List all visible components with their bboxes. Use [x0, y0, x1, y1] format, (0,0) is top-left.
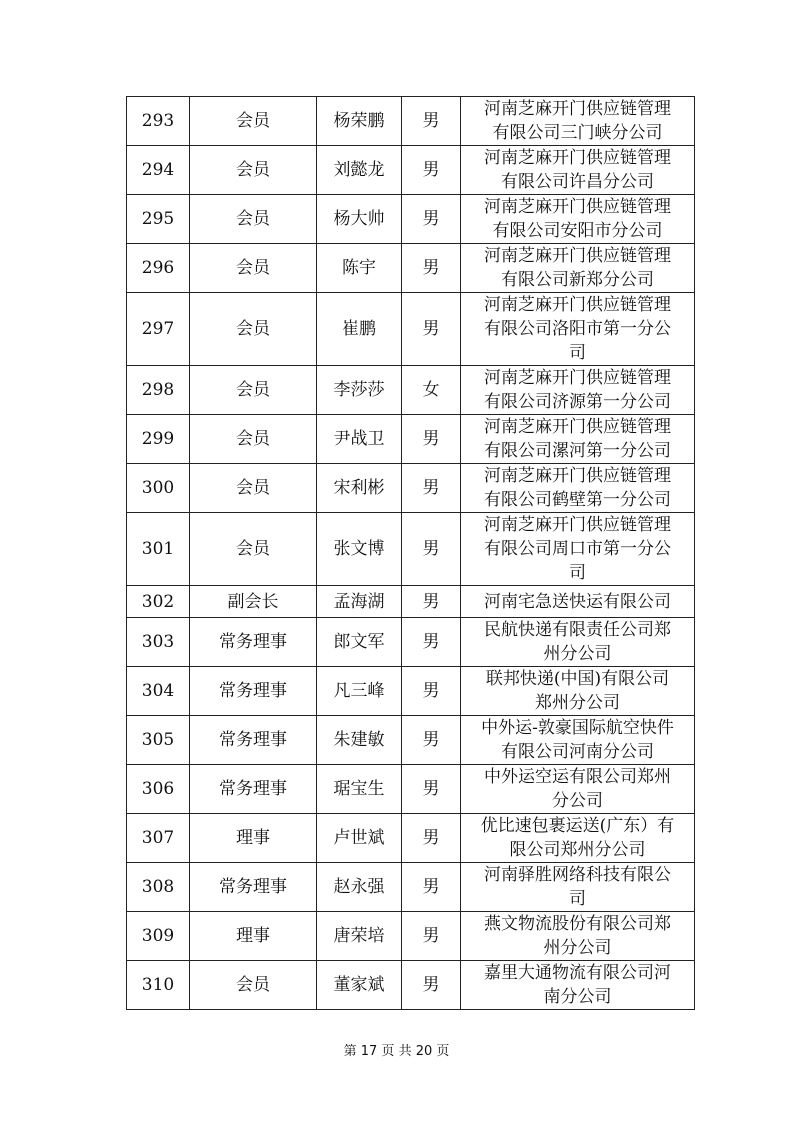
organization-line: 有限公司漯河第一分公司 [484, 441, 671, 461]
cell-number: 303 [127, 618, 190, 667]
cell-number: 302 [127, 586, 190, 618]
organization-line: 河南芝麻开门供应链管理 [484, 466, 671, 486]
cell-organization [461, 618, 695, 667]
cell-number: 296 [127, 244, 190, 293]
cell-role: 会员 [190, 244, 317, 293]
cell-name: 郎文军 [317, 618, 402, 667]
cell-gender: 男 [402, 195, 461, 244]
cell-role: 理事 [190, 912, 317, 961]
cell-name: 董家斌 [317, 961, 402, 1010]
cell-organization [461, 293, 695, 366]
organization-line: 河南芝麻开门供应链管理 [484, 295, 671, 315]
organization-line: 限公司郑州分公司 [509, 840, 646, 860]
cell-number: 309 [127, 912, 190, 961]
table-row [127, 863, 695, 912]
cell-name: 赵永强 [317, 863, 402, 912]
cell-gender: 男 [402, 146, 461, 195]
cell-number: 307 [127, 814, 190, 863]
cell-organization [461, 513, 695, 586]
cell-name: 朱建敏 [317, 716, 402, 765]
table-row [127, 618, 695, 667]
cell-number: 301 [127, 513, 190, 586]
cell-organization [461, 586, 695, 618]
cell-name: 唐荣培 [317, 912, 402, 961]
table-row [127, 765, 695, 814]
cell-name: 宋利彬 [317, 464, 402, 513]
cell-number: 308 [127, 863, 190, 912]
page-footer: 第 17 页 共 20 页 [343, 1044, 450, 1059]
table-row [127, 814, 695, 863]
cell-gender: 男 [402, 244, 461, 293]
cell-role: 会员 [190, 146, 317, 195]
table-row [127, 586, 695, 618]
organization-line: 燕文物流股份有限公司郑 [484, 914, 671, 934]
cell-role: 会员 [190, 97, 317, 146]
table-row [127, 293, 695, 366]
cell-number: 305 [127, 716, 190, 765]
table-row [127, 912, 695, 961]
cell-organization [461, 415, 695, 464]
cell-organization [461, 464, 695, 513]
cell-number: 304 [127, 667, 190, 716]
cell-gender: 男 [402, 765, 461, 814]
organization-line: 有限公司周口市第一分公 [484, 539, 671, 559]
cell-gender: 男 [402, 464, 461, 513]
cell-name: 陈宇 [317, 244, 402, 293]
cell-number: 297 [127, 293, 190, 366]
cell-role: 常务理事 [190, 863, 317, 912]
cell-gender: 男 [402, 513, 461, 586]
cell-gender: 男 [402, 667, 461, 716]
cell-role: 常务理事 [190, 765, 317, 814]
table-row [127, 716, 695, 765]
cell-organization [461, 146, 695, 195]
cell-role: 常务理事 [190, 716, 317, 765]
organization-line: 河南宅急送快运有限公司 [484, 591, 671, 612]
cell-role: 理事 [190, 814, 317, 863]
organization-line: 河南芝麻开门供应链管理 [484, 368, 671, 388]
organization-line: 有限公司安阳市分公司 [492, 221, 663, 241]
member-table [126, 96, 695, 1010]
organization-line: 州分公司 [543, 644, 612, 664]
cell-organization [461, 863, 695, 912]
cell-name: 崔鹏 [317, 293, 402, 366]
cell-role: 会员 [190, 513, 317, 586]
cell-role: 常务理事 [190, 667, 317, 716]
cell-organization [461, 716, 695, 765]
cell-gender: 男 [402, 814, 461, 863]
organization-line: 河南芝麻开门供应链管理 [484, 417, 671, 437]
cell-name: 张文博 [317, 513, 402, 586]
cell-organization [461, 366, 695, 415]
organization-line: 河南芝麻开门供应链管理 [484, 197, 671, 217]
organization-line: 河南芝麻开门供应链管理 [484, 99, 671, 119]
cell-number: 310 [127, 961, 190, 1010]
table-row [127, 464, 695, 513]
cell-gender: 男 [402, 293, 461, 366]
cell-gender: 男 [402, 716, 461, 765]
cell-number: 299 [127, 415, 190, 464]
organization-line: 分公司 [552, 791, 603, 811]
cell-role: 会员 [190, 195, 317, 244]
cell-role: 常务理事 [190, 618, 317, 667]
cell-name: 尹战卫 [317, 415, 402, 464]
organization-line: 南分公司 [543, 987, 612, 1007]
organization-line: 有限公司洛阳市第一分公 [484, 319, 671, 339]
cell-gender: 男 [402, 618, 461, 667]
cell-organization [461, 814, 695, 863]
organization-line: 州分公司 [543, 938, 612, 958]
organization-line: 优比速包裹运送(广东）有 [480, 816, 675, 836]
cell-number: 295 [127, 195, 190, 244]
organization-line: 中外运空运有限公司郑州 [484, 767, 671, 787]
cell-organization [461, 195, 695, 244]
cell-number: 293 [127, 97, 190, 146]
cell-role: 副会长 [190, 586, 317, 618]
cell-number: 298 [127, 366, 190, 415]
table-row [127, 961, 695, 1010]
cell-organization [461, 97, 695, 146]
member-table-body [127, 97, 695, 1010]
cell-name: 卢世斌 [317, 814, 402, 863]
cell-organization [461, 244, 695, 293]
table-row [127, 667, 695, 716]
table-row [127, 366, 695, 415]
cell-organization [461, 765, 695, 814]
cell-organization [461, 961, 695, 1010]
cell-number: 306 [127, 765, 190, 814]
cell-name: 杨大帅 [317, 195, 402, 244]
organization-line: 中外运-敦豪国际航空快件 [481, 718, 674, 738]
organization-line: 河南驿胜网络科技有限公 [484, 865, 671, 885]
cell-gender: 男 [402, 961, 461, 1010]
cell-role: 会员 [190, 961, 317, 1010]
cell-name: 凡三峰 [317, 667, 402, 716]
organization-line: 司 [569, 343, 586, 363]
organization-line: 有限公司济源第一分公司 [484, 392, 671, 412]
cell-role: 会员 [190, 366, 317, 415]
table-row [127, 97, 695, 146]
organization-line: 司 [569, 889, 586, 909]
cell-name: 杨荣鹏 [317, 97, 402, 146]
cell-gender: 男 [402, 97, 461, 146]
table-row [127, 415, 695, 464]
cell-gender: 女 [402, 366, 461, 415]
organization-line: 有限公司新郑分公司 [501, 270, 654, 290]
organization-line: 嘉里大通物流有限公司河 [484, 963, 671, 983]
cell-name: 琚宝生 [317, 765, 402, 814]
cell-gender: 男 [402, 586, 461, 618]
organization-line: 河南芝麻开门供应链管理 [484, 148, 671, 168]
cell-name: 李莎莎 [317, 366, 402, 415]
table-row [127, 195, 695, 244]
organization-line: 河南芝麻开门供应链管理 [484, 246, 671, 266]
cell-gender: 男 [402, 912, 461, 961]
cell-gender: 男 [402, 863, 461, 912]
cell-role: 会员 [190, 464, 317, 513]
cell-number: 294 [127, 146, 190, 195]
table-row [127, 146, 695, 195]
organization-line: 河南芝麻开门供应链管理 [484, 515, 671, 535]
table-row [127, 244, 695, 293]
table-row [127, 513, 695, 586]
cell-organization [461, 667, 695, 716]
organization-line: 有限公司许昌分公司 [501, 172, 654, 192]
organization-line: 联邦快递(中国)有限公司 [485, 669, 670, 689]
organization-line: 有限公司三门峡分公司 [492, 123, 663, 143]
cell-gender: 男 [402, 415, 461, 464]
organization-line: 民航快递有限责任公司郑 [484, 620, 671, 640]
organization-line: 郑州分公司 [535, 693, 620, 713]
organization-line: 有限公司河南分公司 [501, 742, 654, 762]
cell-name: 孟海湖 [317, 586, 402, 618]
organization-line: 司 [569, 563, 586, 583]
cell-number: 300 [127, 464, 190, 513]
cell-name: 刘懿龙 [317, 146, 402, 195]
cell-role: 会员 [190, 293, 317, 366]
cell-role: 会员 [190, 415, 317, 464]
organization-line: 有限公司鹤壁第一分公司 [484, 490, 671, 510]
cell-organization [461, 912, 695, 961]
